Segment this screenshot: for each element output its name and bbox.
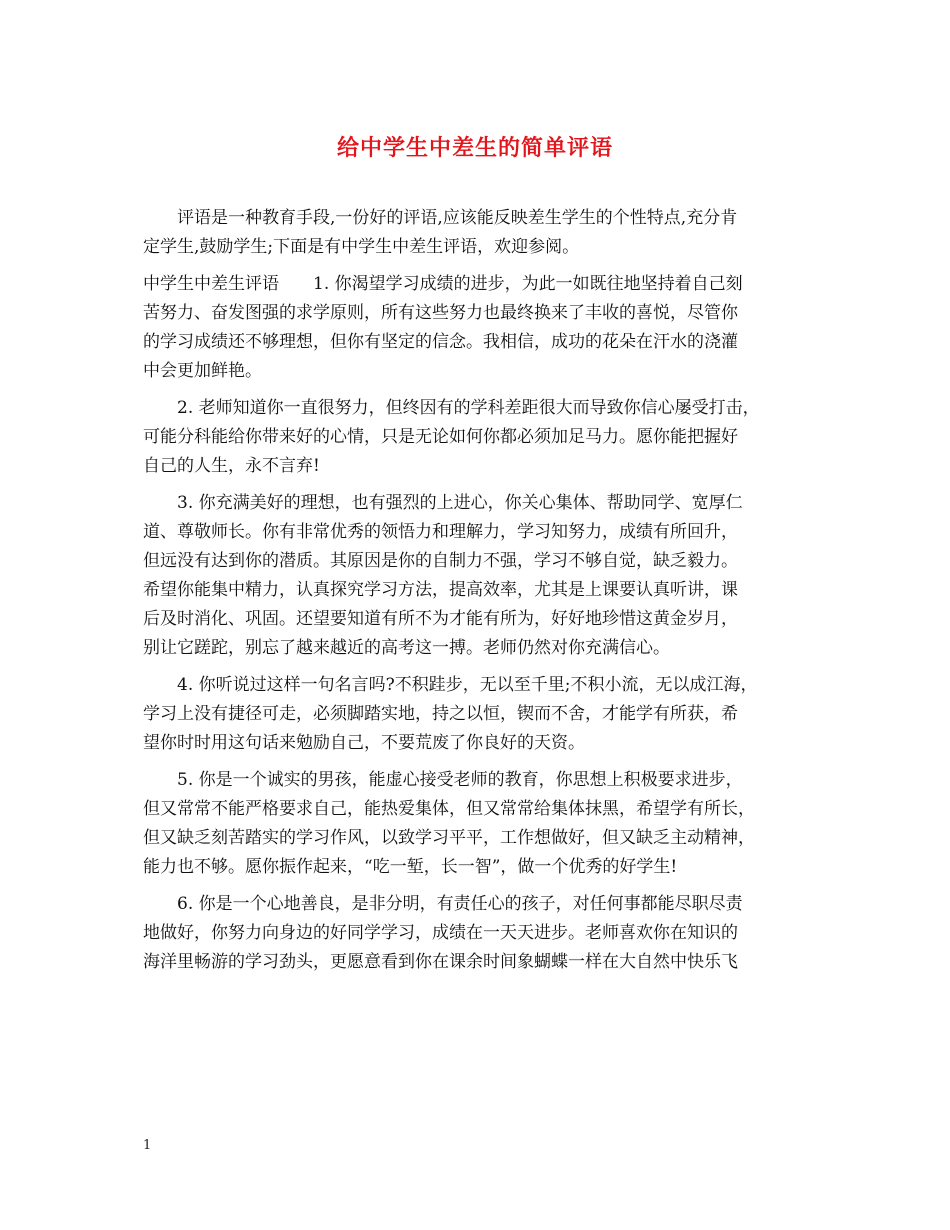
text-line: 海洋里畅游的学习劲头，更愿意看到你在课余时间象蝴蝶一样在大自然中快乐飞 (143, 952, 738, 972)
paragraph (143, 270, 813, 386)
text-line: 但又常常不能严格要求自己，能热爱集体，但又常常给集体抹黑，希望学有所长， (143, 799, 755, 819)
text-line: 但远没有达到你的潜质。其原因是你的自制力不强，学习不够自觉，缺乏毅力。 (143, 551, 738, 571)
paragraph (143, 671, 813, 758)
paragraph (143, 890, 813, 977)
text-line: 可能分科能给你带来好的心情，只是无论如何你都必须加足马力。愿你能把握好 (143, 427, 738, 447)
text-line: 希望你能集中精力，认真探究学习方法，提高效率，尤其是上课要认真听讲，课 (143, 580, 738, 600)
text-line: 学习上没有捷径可走，必须脚踏实地，持之以恒，锲而不舍，才能学有所获，希 (143, 704, 738, 724)
document-title: 给中学生中差生的简单评语 (336, 135, 613, 161)
text-line: 评语是一种教育手段,一份好的评语,应该能反映差生学生的个性特点,充分肯 (143, 208, 738, 228)
text-line: 4. 你听说过这样一句名言吗?不积跬步，无以至千里;不积小流，无以成江海， (143, 675, 758, 695)
paragraph (143, 204, 813, 262)
paragraph-gap (143, 882, 813, 890)
text-line: 的学习成绩还不够理想，但你有坚定的信念。我相信，成功的花朵在汗水的浇灌 (143, 332, 738, 352)
paragraph-gap (143, 758, 813, 766)
text-line: 别让它蹉跎，别忘了越来越近的高考这一搏。老师仍然对你充满信心。 (143, 638, 670, 658)
text-line: 中学生中差生评语 1. 你渴望学习成绩的进步，为此一如既往地坚持着自己刻 (143, 274, 743, 294)
text-line: 望你时时用这句话来勉励自己，不要荒废了你良好的天资。 (143, 733, 585, 753)
text-line: 地做好，你努力向身边的好同学学习，成绩在一天天进步。老师喜欢你在知识的 (143, 923, 738, 943)
text-line: 3. 你充满美好的理想，也有强烈的上进心，你关心集体、帮助同学、宽厚仁 (143, 493, 743, 513)
paragraph-gap (143, 262, 813, 270)
text-line: 但又缺乏刻苦踏实的学习作风，以致学习平平，工作想做好，但又缺乏主动精神， (143, 828, 755, 848)
text-line: 苦努力、奋发图强的求学原则，所有这些努力也最终换来了丰收的喜悦，尽管你 (143, 303, 738, 323)
paragraph (143, 394, 813, 481)
paragraph-gap (143, 386, 813, 394)
page-number: 1 (143, 1138, 152, 1153)
text-line: 后及时消化、巩固。还望要知道有所不为才能有所为，好好地珍惜这黄金岁月， (143, 609, 738, 629)
paragraph (143, 766, 813, 882)
paragraph-gap (143, 481, 813, 489)
text-line: 中会更加鲜艳。 (143, 361, 262, 381)
text-line: 5. 你是一个诚实的男孩，能虚心接受老师的教育，你思想上积极要求进步， (143, 770, 743, 790)
text-line: 能力也不够。愿你振作起来，“吃一堑，长一智”，做一个优秀的好学生! (143, 857, 678, 877)
text-line: 道、尊敬师长。你有非常优秀的领悟力和理解力，学习知努力，成绩有所回升， (143, 522, 738, 542)
text-line: 自己的人生，永不言弃! (143, 456, 320, 476)
paragraph (143, 489, 813, 663)
text-line: 2. 老师知道你一直很努力，但终因有的学科差距很大而导致你信心屡受打击， (143, 398, 760, 418)
text-line: 6. 你是一个心地善良，是非分明，有责任心的孩子，对任何事都能尽职尽责 (143, 894, 743, 914)
paragraph-gap (143, 663, 813, 671)
text-line: 定学生,鼓励学生;下面是有中学生中差生评语，欢迎参阅。 (143, 237, 580, 257)
document-body (143, 204, 813, 977)
